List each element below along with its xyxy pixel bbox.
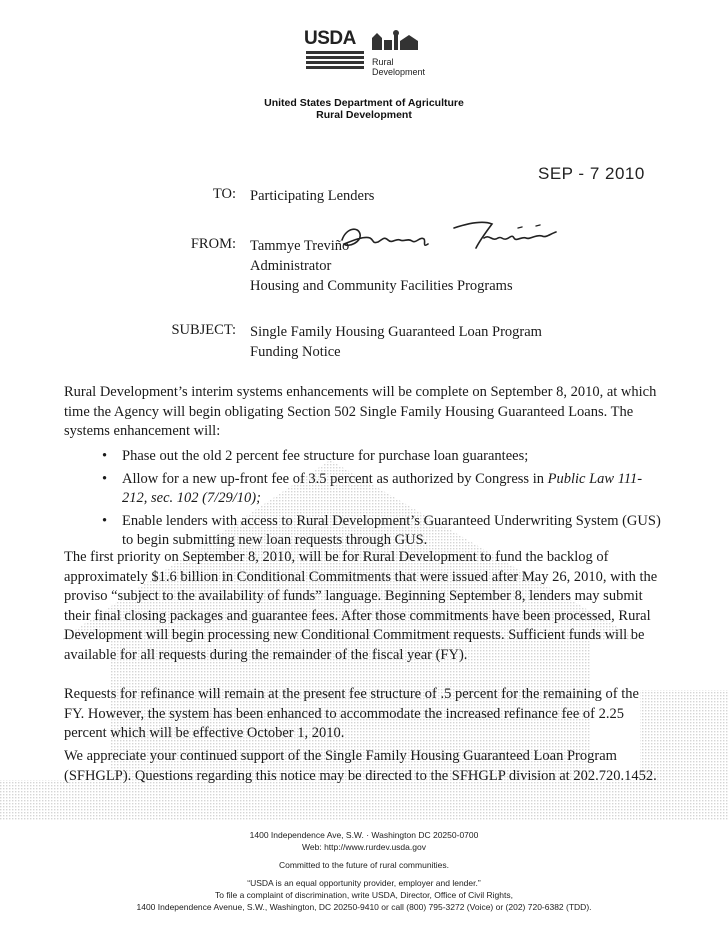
bullet-icon: •	[102, 448, 108, 464]
usda-logo	[304, 28, 454, 86]
rural-skyline-icon	[372, 30, 418, 50]
to-label: TO:	[212, 186, 236, 202]
paragraph-closing: We appreciate your continued support of the Single Family Housing Guaranteed Loan Program (SFHGLP). Questions regarding this notice may be directed to the SFHGLP division at 202.720.1452.	[64, 748, 657, 784]
footer-address: 1400 Independence Ave, S.W. · Washington DC 20250-0700	[249, 830, 479, 840]
paragraph-priority: The first priority on September 8, 2010, will be for Rural Development to fund the backlog of approximately $1.6 billion in Conditional Commitments that were issued after May 26, 2010, with the proviso “subject to the availability of funds” language. Beginning September 8, lenders may submit their final closing packages and guarantee fees. After those commitments have been processed, Rural Development will begin processing new Conditional Commitment requests. Sufficient funds will be available for all requests during the remainder of the fiscal year (FY).	[64, 549, 658, 663]
list-item: • Phase out the old 2 percent fee structure for purchase loan guarantees;	[64, 447, 664, 467]
usda-stripes-icon	[306, 51, 364, 69]
footer-complaint-line: To file a complaint of discrimination, write USDA, Director, Office of Civil Rights,	[215, 890, 513, 900]
paragraph-intro: Rural Development’s interim systems enhancements will be complete on September 8, 2010, at which time the Agency will begin obligating Section 502 Single Family Housing Guaranteed Loans. The systems enhancement will:	[64, 384, 657, 439]
from-name: Tammye Treviño	[250, 238, 350, 254]
bullet-icon: •	[102, 470, 108, 487]
subject-label: SUBJECT:	[171, 322, 236, 338]
paragraph-refinance: Requests for refinance will remain at the present fee structure of .5 percent for the remaining of the FY. However, the system has been enhanced to accommodate the increased refinance fee of 2.25 percent which will be effective October 1, 2010.	[64, 686, 639, 741]
usda-logo-text: USDA	[304, 28, 356, 49]
enhancement-list	[64, 447, 664, 554]
from-title: Administrator	[250, 258, 332, 274]
from-office: Housing and Community Facilities Programs	[250, 278, 513, 294]
list-item: • Allow for a new up-front fee of 3.5 percent as authorized by Congress in Public Law 111-212, sec. 102 (7/29/10);	[102, 470, 643, 506]
agency-division: Rural Development	[316, 109, 412, 121]
footer-web: Web: http://www.rurdev.usda.gov	[302, 842, 426, 852]
list-item: • Enable lenders with access to Rural Development’s Guaranteed Underwriting System (GUS) to begin submitting new loan requests through GUS.	[102, 512, 661, 548]
footer-motto: Committed to the future of rural communities.	[278, 860, 450, 870]
public-law-citation: Public Law 111-212, sec. 102 (7/29/10);	[122, 470, 643, 506]
agency-name: United States Department of Agriculture	[264, 97, 464, 109]
footer-contact-line: 1400 Independence Avenue, S.W., Washington, DC 20250-9410 or call (800) 795-3272 (Voice) or (202) 720-6382 (TDD).	[136, 902, 592, 912]
to-value: Participating Lenders	[250, 188, 375, 204]
logo-rural-text: Rural	[372, 57, 394, 67]
footer-eeo-statement: “USDA is an equal opportunity provider, employer and lender.”	[247, 878, 481, 888]
subject-line-1: Single Family Housing Guaranteed Loan Program	[250, 324, 542, 340]
date-stamp: SEP - 7 2010	[538, 164, 645, 183]
handwritten-signature	[336, 214, 566, 258]
logo-development-text: Development	[372, 67, 426, 77]
from-label: FROM:	[190, 236, 236, 252]
bullet-icon: •	[102, 512, 108, 529]
subject-line-2: Funding Notice	[250, 344, 341, 360]
